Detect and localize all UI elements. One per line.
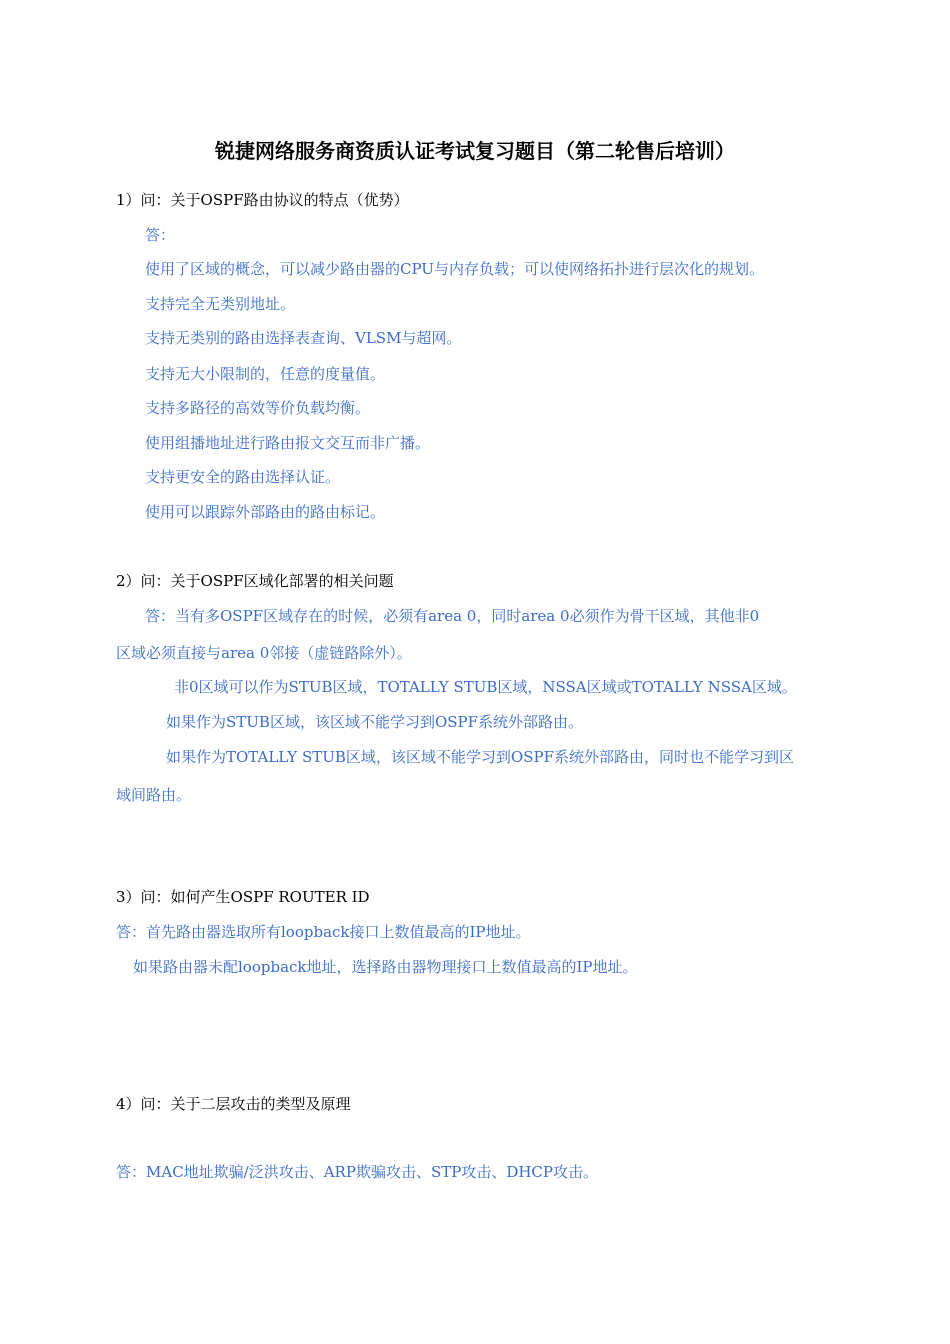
answer-1-item: 使用了区域的概念，可以减少路由器的CPU与内存负载；可以使网络拓扑进行层次化的规划。 xyxy=(145,260,764,278)
answer-1-item: 支持多路径的高效等价负载均衡。 xyxy=(145,399,371,417)
answer-1-item: 使用组播地址进行路由报文交互而非广播。 xyxy=(145,434,431,452)
answer-2-line: 如果作为TOTALLY STUB区域，该区域不能学习到OSPF系统外部路由，同时也不能学习到区 xyxy=(166,748,794,766)
question-3: 3）问：如何产生OSPF ROUTER ID xyxy=(116,888,370,906)
answer-1-item: 使用可以跟踪外部路由的路由标记。 xyxy=(145,503,386,521)
answer-1-item: 支持更安全的路由选择认证。 xyxy=(145,468,341,486)
answer-2-line: 非0区域可以作为STUB区域，TOTALLY STUB区域，NSSA区域或TOTALLY NSSA区域。 xyxy=(174,678,797,696)
answer-2-line: 域间路由。 xyxy=(116,786,192,804)
answer-3-line: 答：首先路由器选取所有loopback接口上数值最高的IP地址。 xyxy=(116,923,531,941)
answer-3-line: 如果路由器未配loopback地址，选择路由器物理接口上数值最高的IP地址。 xyxy=(133,958,638,976)
question-1: 1）问：关于OSPF路由协议的特点（优势） xyxy=(116,191,409,209)
answer-1-item: 支持完全无类别地址。 xyxy=(145,295,296,313)
question-4: 4）问：关于二层攻击的类型及原理 xyxy=(116,1095,351,1113)
answer-4-line: 答：MAC地址欺骗/泛洪攻击、ARP欺骗攻击、STP攻击、DHCP攻击。 xyxy=(116,1163,598,1181)
answer-1-label: 答： xyxy=(145,226,176,244)
document-title: 锐捷网络服务商资质认证考试复习题目（第二轮售后培训） xyxy=(215,139,735,163)
answer-2-line: 答：当有多OSPF区域存在的时候，必须有area 0，同时area 0必须作为骨干区域，其他非0 xyxy=(145,607,760,625)
answer-1-item: 支持无类别的路由选择表查询、VLSM与超网。 xyxy=(145,329,462,347)
answer-2-line: 区域必须直接与area 0邻接（虚链路除外）。 xyxy=(116,644,412,662)
answer-2-line: 如果作为STUB区域，该区域不能学习到OSPF系统外部路由。 xyxy=(166,713,584,731)
question-2: 2）问：关于OSPF区域化部署的相关问题 xyxy=(116,572,394,590)
answer-1-item: 支持无大小限制的，任意的度量值。 xyxy=(145,365,386,383)
